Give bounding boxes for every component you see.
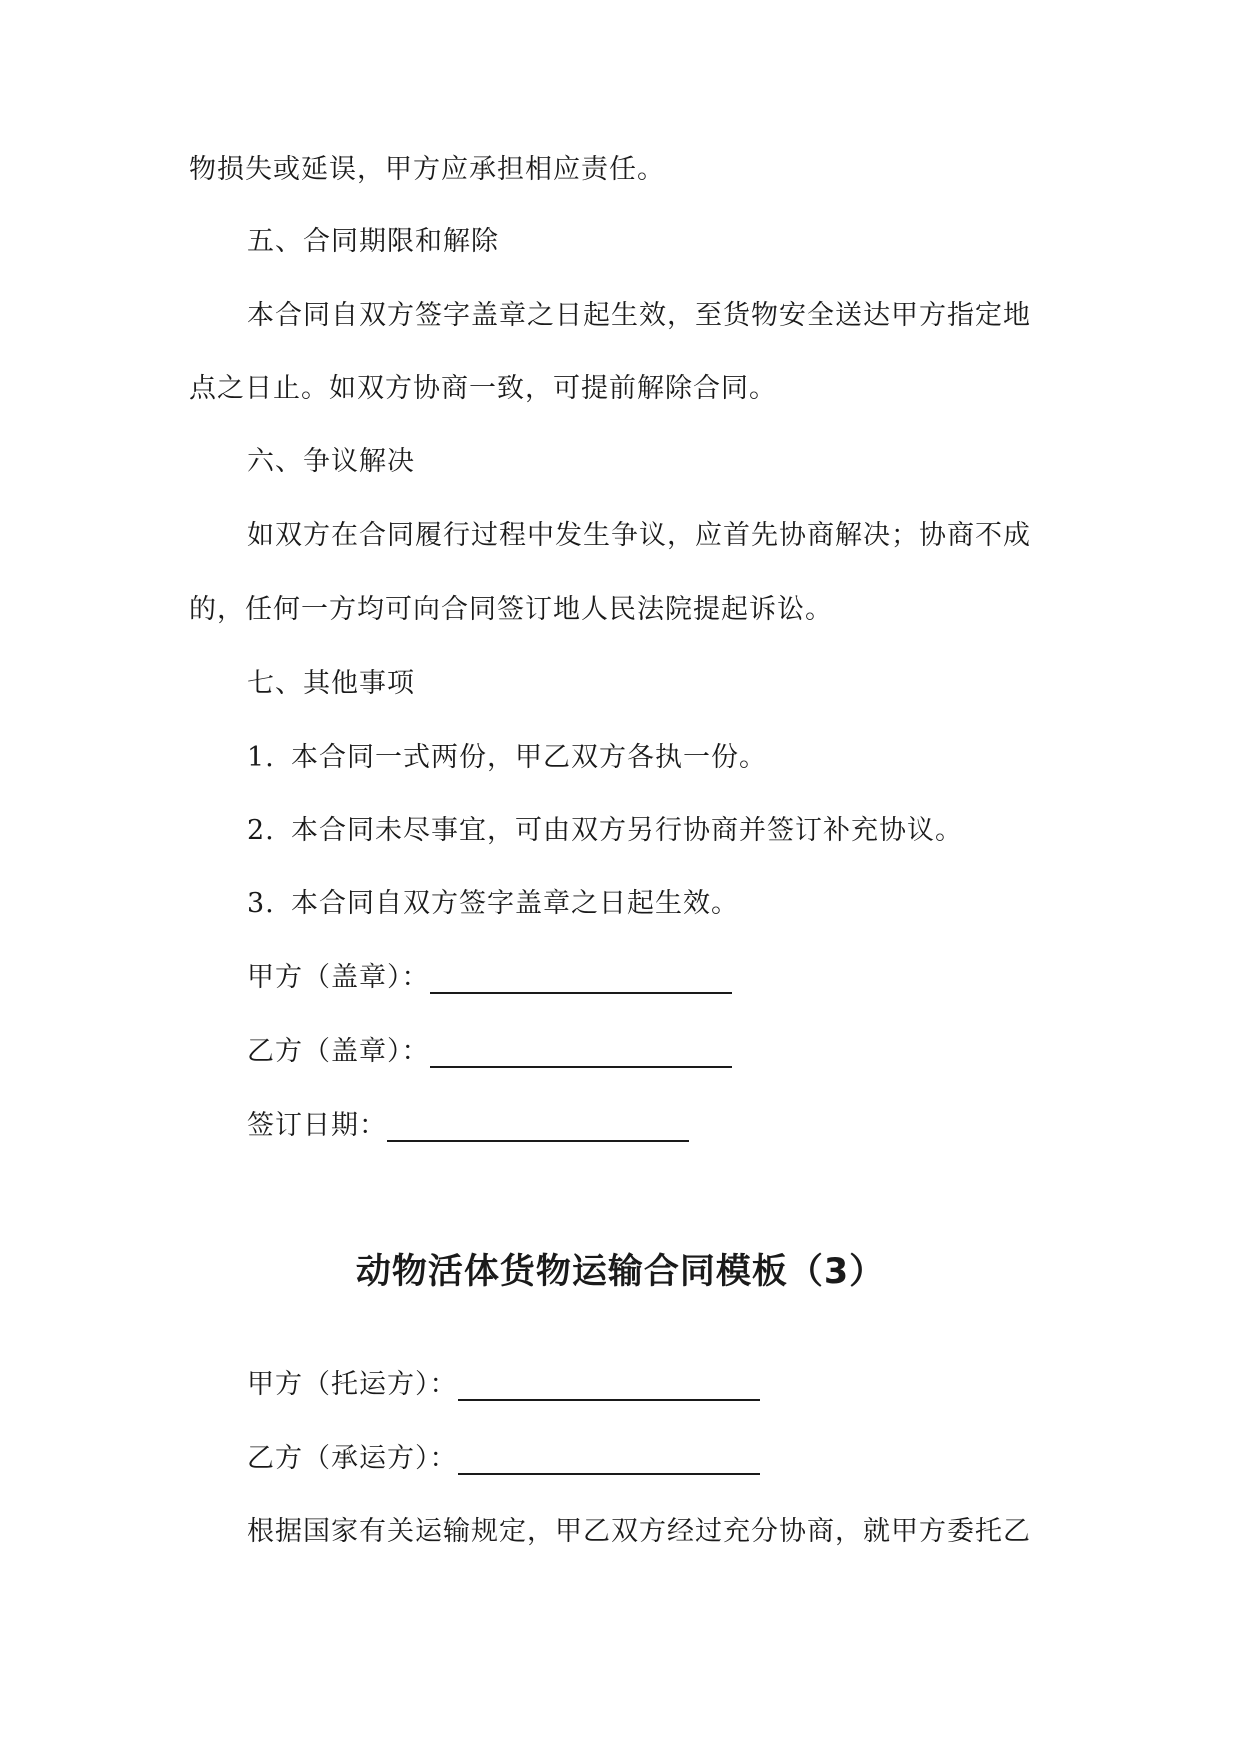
signature-party-b	[247, 1032, 732, 1072]
list-item-text: 本合同未尽事宜，可由双方另行协商并签订补充协议。	[291, 815, 963, 846]
party-b-blank[interactable]	[458, 1443, 760, 1475]
list-item-text: 本合同一式两份，甲乙双方各执一份。	[291, 742, 767, 773]
party-b-label: 乙方（承运方）：	[247, 1443, 458, 1474]
section-heading-6: 六、争议解决	[247, 446, 415, 477]
section-6-text-line-2: 的，任何一方均可向合同签订地人民法院提起诉讼。	[189, 594, 833, 625]
party-a-blank[interactable]	[458, 1369, 760, 1401]
section-5-text-line-1: 本合同自双方签字盖章之日起生效，至货物安全送达甲方指定地	[247, 300, 1031, 331]
paragraph-continuation: 物损失或延误，甲方应承担相应责任。	[189, 154, 665, 185]
signature-party-b-label: 乙方（盖章）：	[247, 1036, 430, 1067]
list-item	[247, 811, 963, 851]
signature-date-blank[interactable]	[387, 1110, 689, 1142]
list-item-number: 1.	[247, 742, 275, 773]
party-a-line	[247, 1365, 760, 1405]
list-item	[247, 884, 739, 924]
section-heading-7: 七、其他事项	[247, 668, 415, 699]
list-item-number: 2.	[247, 815, 275, 846]
section-heading-5: 五、合同期限和解除	[247, 226, 499, 257]
party-b-line	[247, 1439, 760, 1479]
signature-party-a-label: 甲方（盖章）：	[247, 962, 430, 993]
signature-party-b-blank[interactable]	[430, 1036, 732, 1068]
document-title: 动物活体货物运输合同模板（3）	[355, 1252, 886, 1292]
signature-party-a	[247, 958, 732, 998]
signature-date-label: 签订日期：	[247, 1110, 387, 1141]
party-a-label: 甲方（托运方）：	[247, 1369, 458, 1400]
list-item-number: 3.	[247, 888, 275, 919]
signature-party-a-blank[interactable]	[430, 962, 732, 994]
intro-text-line-1: 根据国家有关运输规定，甲乙双方经过充分协商，就甲方委托乙	[247, 1516, 1031, 1547]
signature-date	[247, 1106, 689, 1146]
section-5-text-line-2: 点之日止。如双方协商一致，可提前解除合同。	[189, 373, 777, 404]
list-item	[247, 738, 767, 778]
section-6-text-line-1: 如双方在合同履行过程中发生争议，应首先协商解决；协商不成	[247, 520, 1031, 551]
list-item-text: 本合同自双方签字盖章之日起生效。	[291, 888, 739, 919]
